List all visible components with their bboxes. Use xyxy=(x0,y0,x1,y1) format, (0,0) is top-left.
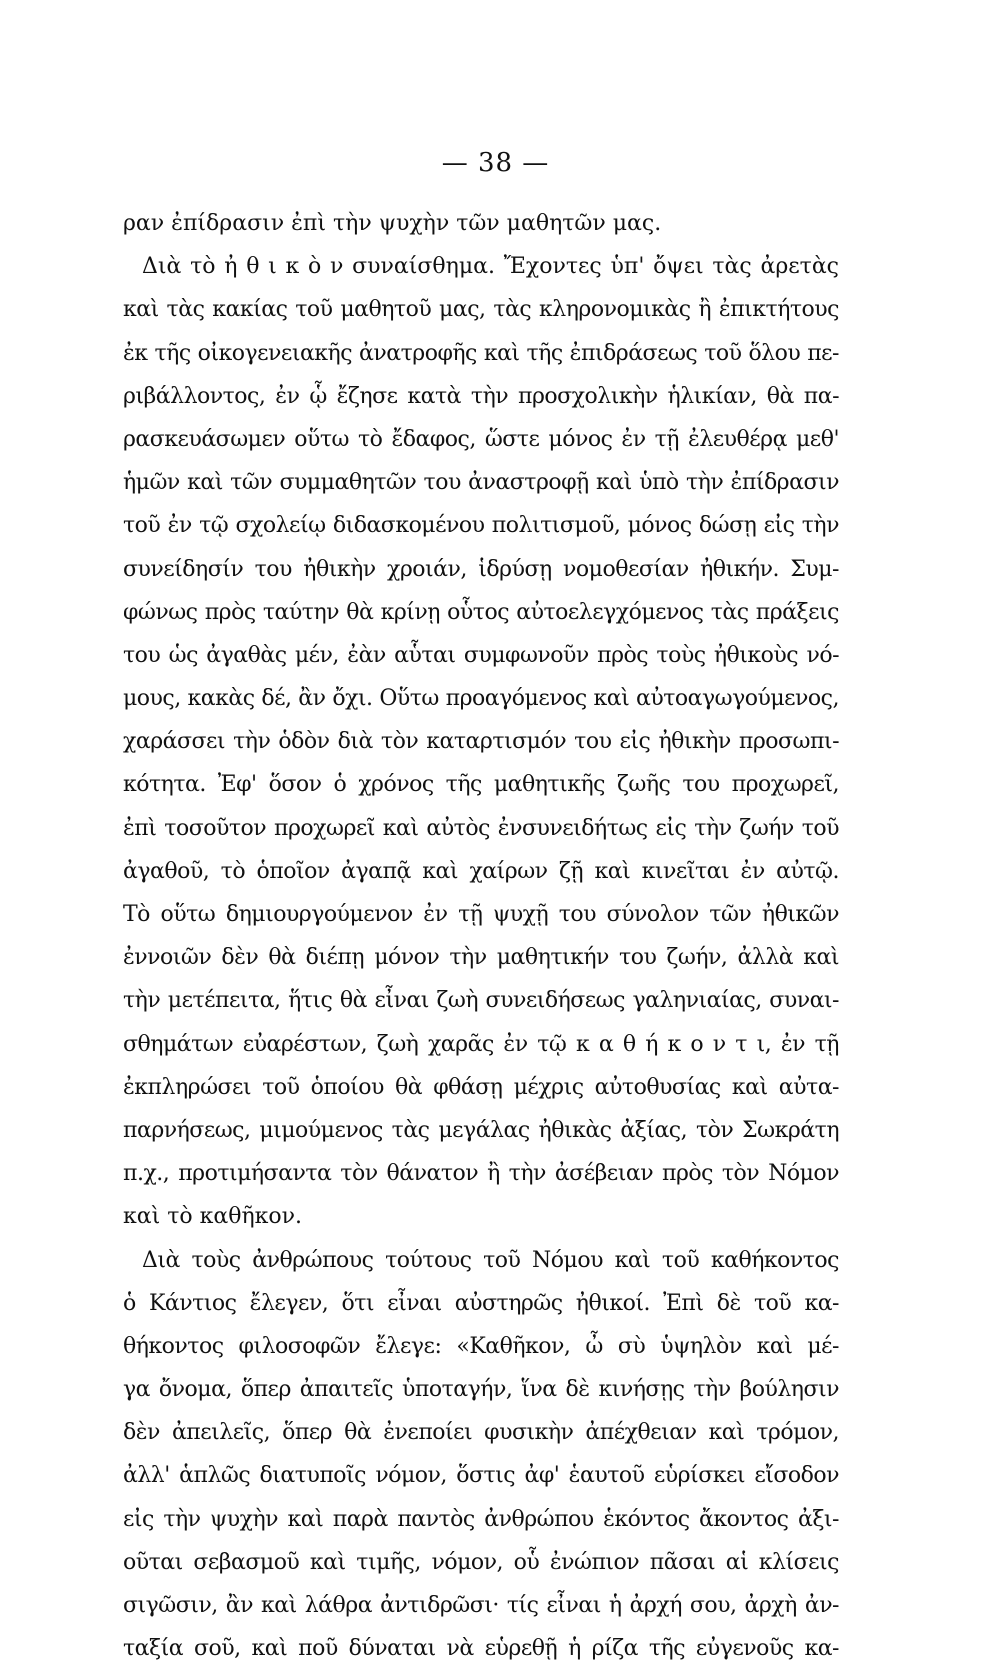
text-line: θήκοντος φιλοσοφῶν ἔλεγε: «Καθῆκον, ὦ σὺ ὑψηλὸν καὶ μέ- xyxy=(123,1333,839,1359)
text-line: ἡμῶν καὶ τῶν συμμαθητῶν του ἀναστροφῇ καὶ ὑπὸ τὴν ἐπίδρασιν xyxy=(123,470,839,496)
text-line: δὲν ἀπειλεῖς, ὅπερ θὰ ἐνεποίει φυσικὴν ἀπέχθειαν καὶ τρόμον, xyxy=(123,1420,839,1446)
text-line: γα ὄνομα, ὅπερ ἀπαιτεῖς ὑποταγήν, ἵνα δὲ κινήσῃς τὴν βούλησιν xyxy=(123,1377,839,1403)
text-line: φώνως πρὸς ταύτην θὰ κρίνῃ οὗτος αὐτοελεγχόμενος τὰς πράξεις xyxy=(123,599,839,625)
text-line: ταξία σοῦ, καὶ ποῦ δύναται νὰ εὑρεθῇ ἡ ρίζα τῆς εὐγενοῦς κα- xyxy=(123,1636,839,1662)
text-line: χαράσσει τὴν ὁδὸν διὰ τὸν καταρτισμόν του εἰς ἠθικὴν προσωπι- xyxy=(123,729,839,755)
text-line: καὶ τὸ καθῆκον. xyxy=(123,1204,303,1230)
text-line: τὴν μετέπειτα, ἥτις θὰ εἶναι ζωὴ συνειδήσεως γαληνιαίας, συναι- xyxy=(123,988,839,1014)
text-line: Διὰ τοὺς ἀνθρώπους τούτους τοῦ Νόμου καὶ τοῦ καθήκοντος xyxy=(142,1247,839,1273)
text-line: π.χ., προτιμήσαντα τὸν θάνατον ἢ τὴν ἀσέβειαν πρὸς τὸν Νόμον xyxy=(123,1161,839,1187)
text-line: τοῦ ἐν τῷ σχολείῳ διδασκομένου πολιτισμοῦ, μόνος δώσῃ εἰς τὴν xyxy=(123,513,839,539)
text-line: ριβάλλοντος, ἐν ᾧ ἔζησε κατὰ τὴν προσχολικὴν ἡλικίαν, θὰ πα- xyxy=(123,383,839,409)
text-line: ρασκευάσωμεν οὕτω τὸ ἔδαφος, ὥστε μόνος ἐν τῇ ἐλευθέρᾳ μεθ' xyxy=(123,426,839,452)
text-line: του ὡς ἀγαθὰς μέν, ἐὰν αὗται συμφωνοῦν πρὸς τοὺς ἠθικοὺς νό- xyxy=(123,642,839,668)
text-line: ἐπὶ τοσοῦτον προχωρεῖ καὶ αὐτὸς ἐνσυνειδήτως εἰς τὴν ζωήν τοῦ xyxy=(123,815,839,841)
text-line: μους, κακὰς δέ, ἂν ὄχι. Οὕτω προαγόμενος καὶ αὐτοαγωγούμενος, xyxy=(123,686,839,712)
text-line: ἐκπληρώσει τοῦ ὁποίου θὰ φθάσῃ μέχρις αὐτοθυσίας καὶ αὐτα- xyxy=(123,1074,839,1100)
text-line: ὁ Κάντιος ἔλεγεν, ὅτι εἶναι αὐστηρῶς ἠθικοί. Ἐπὶ δὲ τοῦ κα- xyxy=(123,1290,839,1316)
text-line: Τὸ οὕτω δημιουργούμενον ἐν τῇ ψυχῇ του σύνολον τῶν ἠθικῶν xyxy=(123,902,839,927)
text-line: παρνήσεως, μιμούμενος τὰς μεγάλας ἠθικὰς ἀξίας, τὸν Σωκράτη xyxy=(123,1117,839,1143)
text-line: κότητα. Ἐφ' ὅσον ὁ χρόνος τῆς μαθητικῆς ζωῆς του προχωρεῖ, xyxy=(123,772,839,798)
text-line: ἀλλ' ἁπλῶς διατυποῖς νόμον, ὅστις ἀφ' ἑαυτοῦ εὑρίσκει εἴσοδον xyxy=(123,1463,839,1489)
text-line: συνείδησίν του ἠθικὴν χροιάν, ἱδρύσῃ νομοθεσίαν ἠθικήν. Συμ- xyxy=(123,556,839,582)
text-line: εἰς τὴν ψυχὴν καὶ παρὰ παντὸς ἀνθρώπου ἑκόντος ἄκοντος ἀξι- xyxy=(123,1506,839,1532)
text-line: ἀγαθοῦ, τὸ ὁποῖον ἀγαπᾷ καὶ χαίρων ζῇ καὶ κινεῖται ἐν αὐτῷ. xyxy=(123,858,839,884)
text-line: οῦται σεβασμοῦ καὶ τιμῆς, νόμον, οὗ ἐνώπιον πᾶσαι αἱ κλίσεις xyxy=(123,1549,839,1575)
text-line: σιγῶσιν, ἂν καὶ λάθρα ἀντιδρῶσι· τίς εἶναι ἡ ἀρχή σου, ἀρχὴ ἀν- xyxy=(123,1593,839,1618)
text-line: σθημάτων εὐαρέστων, ζωὴ χαρᾶς ἐν τῷ κ α θ ή κ ο ν τ ι, ἐν τῇ xyxy=(123,1031,839,1057)
text-line: ραν ἐπίδρασιν ἐπὶ τὴν ψυχὴν τῶν μαθητῶν μας. xyxy=(123,211,662,236)
page-number: — 38 — xyxy=(441,148,550,178)
text-line: ἐννοιῶν δὲν θὰ διέπῃ μόνον τὴν μαθητικήν του ζωήν, ἀλλὰ καὶ xyxy=(123,945,839,971)
text-line: Διὰ τὸ ἠ θ ι κ ὸ ν συναίσθημα. Ἔχοντες ὑπ' ὄψει τὰς ἀρετὰς xyxy=(142,254,839,280)
body-text xyxy=(123,202,839,1670)
text-line: καὶ τὰς κακίας τοῦ μαθητοῦ μας, τὰς κληρονομικὰς ἢ ἐπικτήτους xyxy=(123,297,839,323)
text-line: ἐκ τῆς οἰκογενειακῆς ἀνατροφῆς καὶ τῆς ἐπιδράσεως τοῦ ὅλου πε- xyxy=(123,340,839,366)
